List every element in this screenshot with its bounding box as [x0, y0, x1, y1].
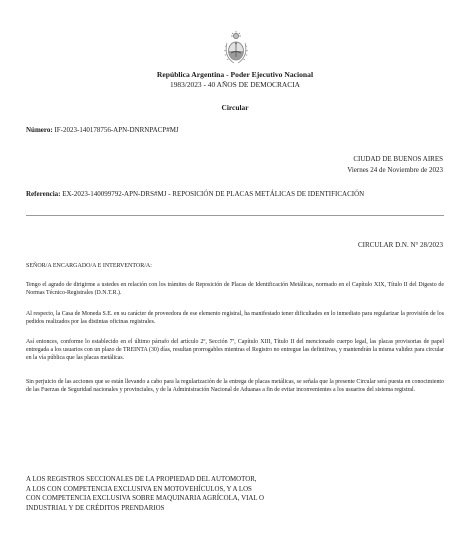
greeting: SEÑOR/A ENCARGADO/A E INTERVENTOR/A: — [26, 263, 152, 269]
reference-value: EX-2023-140099792-APN-DRS#MJ - REPOSICIÓN DE PLACAS METÁLICAS DE IDENTIFICACIÓN — [62, 190, 365, 198]
body-paragraph: Tengo el agrado de dirigirme a ustedes en relación con los trámites de Reposición de Placas de Identificación Metálicas, normado en el Capítulo XIX, Título II del Digesto de Normas Técnico-Registrales (D.N.T.R.). — [26, 282, 444, 296]
coat-of-arms-icon — [221, 30, 251, 66]
circular-number: CIRCULAR D.N. N° 28/2023 — [357, 241, 443, 249]
document-number-value: IF-2023-140178756-APN-DNRNPACP#MJ — [54, 126, 179, 134]
addressee-block: A LOS REGISTROS SECCIONALES DE LA PROPIEDAD DEL AUTOMOTOR, A LOS CON COMPETENCIA EXCLUSIVA EN MOTOVEHÍCULOS, Y A LOS CON COMPETENCIA EXCLUSIVA SOBRE MAQUINARIA AGRÍCOLA, VIAL O INDUSTRIAL Y DE CRÉDITOS PRENDARIOS — [26, 476, 264, 512]
reference-label: Referencia: — [26, 190, 61, 198]
government-header-subtitle: 1983/2023 - 40 AÑOS DE DEMOCRACIA — [170, 80, 300, 89]
body-paragraph: Sin perjuicio de las acciones que se están llevando a cabo para la regularización de la entrega de placas metálicas, se señala que la presente Circular será puesta en conocimiento de las Fuerzas de Seguridad nacionales y provinciales, y de la Administración Nacional de Aduanas a fin de evitar inconvenientes a los usuarios del sistema registral. — [26, 379, 444, 393]
document-date: Viernes 24 de Noviembre de 2023 — [347, 166, 443, 174]
document-number — [26, 126, 179, 134]
body-paragraph: Así entonces, conforme lo establecido en el último párrafo del artículo 2º, Sección 7ª, Capítulo XIII, Título II del mencionado cuerpo legal, las placas provisorias de papel entregada a los usuarios con un plazo de TREINTA (30) días, resultan prorrogables mientras el Registro no entregue las definitivas, y mantendrán la misma validez para circular en la vía pública que las placas metálicas. — [26, 339, 444, 361]
body-paragraph: Al respecto, la Casa de Moneda S.E. en su carácter de proveedora de ese elemento registral, ha manifestado tener dificultades en lo inmediato para regularizar la provisión de los pedidos realizados por las distintas oficinas registrales. — [26, 311, 444, 325]
document-type-title: Circular — [221, 103, 249, 112]
document-number-label: Número: — [26, 126, 53, 134]
government-header-title: República Argentina - Poder Ejecutivo Nacional — [156, 70, 314, 79]
header-divider — [26, 215, 444, 216]
document-reference — [26, 190, 444, 199]
document-location: CIUDAD DE BUENOS AIRES — [353, 155, 443, 163]
